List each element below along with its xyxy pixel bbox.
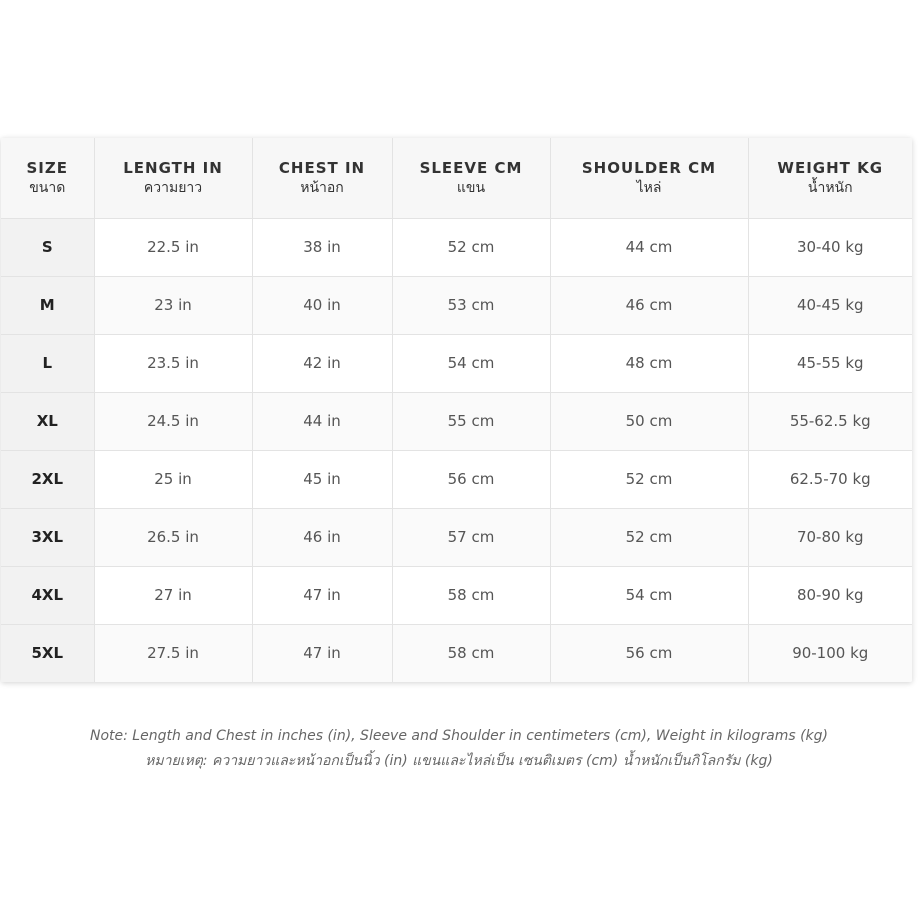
chest-cell: 44 in (252, 392, 392, 450)
header-label-thai: ไหล่ (636, 179, 662, 196)
shoulder-cell: 52 cm (550, 450, 748, 508)
shoulder-cell: 46 cm (550, 276, 748, 334)
sleeve-cell: 54 cm (392, 334, 550, 392)
header-size (1, 138, 94, 218)
header-label-thai: ขนาด (29, 179, 66, 196)
header-weight (748, 138, 912, 218)
note-thai: หมายเหตุ: ความยาวและหน้าอกเป็นนิ้ว (in) แขนและไหล่เป็น เซนติเมตร (cm) น้ำหนักเป็นกิโลกรัม (kg) (145, 753, 773, 769)
header-length (94, 138, 252, 218)
length-cell: 23.5 in (94, 334, 252, 392)
header-label-thai: แขน (456, 179, 486, 196)
table-row (1, 334, 912, 392)
size-cell: S (1, 218, 94, 276)
size-chart-card (1, 138, 912, 682)
weight-cell: 80-90 kg (748, 566, 912, 624)
header-label: WEIGHT KG (777, 158, 884, 177)
weight-cell: 55-62.5 kg (748, 392, 912, 450)
chest-cell: 40 in (252, 276, 392, 334)
header-sleeve (392, 138, 550, 218)
header-chest (252, 138, 392, 218)
length-cell: 22.5 in (94, 218, 252, 276)
table-row (1, 276, 912, 334)
weight-cell: 70-80 kg (748, 508, 912, 566)
size-cell: 2XL (1, 450, 94, 508)
sleeve-cell: 55 cm (392, 392, 550, 450)
table-row (1, 624, 912, 682)
table-row (1, 218, 912, 276)
sleeve-cell: 58 cm (392, 566, 550, 624)
shoulder-cell: 50 cm (550, 392, 748, 450)
size-cell: 5XL (1, 624, 94, 682)
chest-cell: 45 in (252, 450, 392, 508)
header-label: CHEST IN (278, 158, 366, 177)
length-cell: 27.5 in (94, 624, 252, 682)
table-row (1, 566, 912, 624)
chest-cell: 47 in (252, 624, 392, 682)
sleeve-cell: 57 cm (392, 508, 550, 566)
header-shoulder (550, 138, 748, 218)
shoulder-cell: 48 cm (550, 334, 748, 392)
size-cell: XL (1, 392, 94, 450)
header-label: LENGTH IN (123, 158, 223, 177)
size-cell: L (1, 334, 94, 392)
length-cell: 25 in (94, 450, 252, 508)
length-cell: 26.5 in (94, 508, 252, 566)
sleeve-cell: 52 cm (392, 218, 550, 276)
size-cell: 4XL (1, 566, 94, 624)
size-chart-table (1, 138, 912, 682)
weight-cell: 90-100 kg (748, 624, 912, 682)
length-cell: 24.5 in (94, 392, 252, 450)
size-chart-note (0, 724, 918, 774)
weight-cell: 62.5-70 kg (748, 450, 912, 508)
sleeve-cell: 53 cm (392, 276, 550, 334)
header-label-thai: น้ำหนัก (807, 179, 853, 196)
weight-cell: 45-55 kg (748, 334, 912, 392)
weight-cell: 40-45 kg (748, 276, 912, 334)
note-english: Note: Length and Chest in inches (in), Sleeve and Shoulder in centimeters (cm), Weight in kilograms (kg) (89, 728, 829, 744)
header-label-thai: หน้าอก (300, 179, 344, 196)
sleeve-cell: 56 cm (392, 450, 550, 508)
chest-cell: 42 in (252, 334, 392, 392)
chest-cell: 38 in (252, 218, 392, 276)
table-row (1, 450, 912, 508)
header-label: SLEEVE CM (419, 158, 523, 177)
size-cell: M (1, 276, 94, 334)
header-label: SHOULDER CM (581, 158, 717, 177)
header-label: SIZE (26, 158, 68, 177)
table-header-row (1, 138, 912, 218)
weight-cell: 30-40 kg (748, 218, 912, 276)
sleeve-cell: 58 cm (392, 624, 550, 682)
chest-cell: 46 in (252, 508, 392, 566)
table-row (1, 508, 912, 566)
shoulder-cell: 54 cm (550, 566, 748, 624)
shoulder-cell: 56 cm (550, 624, 748, 682)
header-label-thai: ความยาว (143, 179, 203, 196)
size-cell: 3XL (1, 508, 94, 566)
table-row (1, 392, 912, 450)
shoulder-cell: 44 cm (550, 218, 748, 276)
length-cell: 27 in (94, 566, 252, 624)
shoulder-cell: 52 cm (550, 508, 748, 566)
length-cell: 23 in (94, 276, 252, 334)
chest-cell: 47 in (252, 566, 392, 624)
